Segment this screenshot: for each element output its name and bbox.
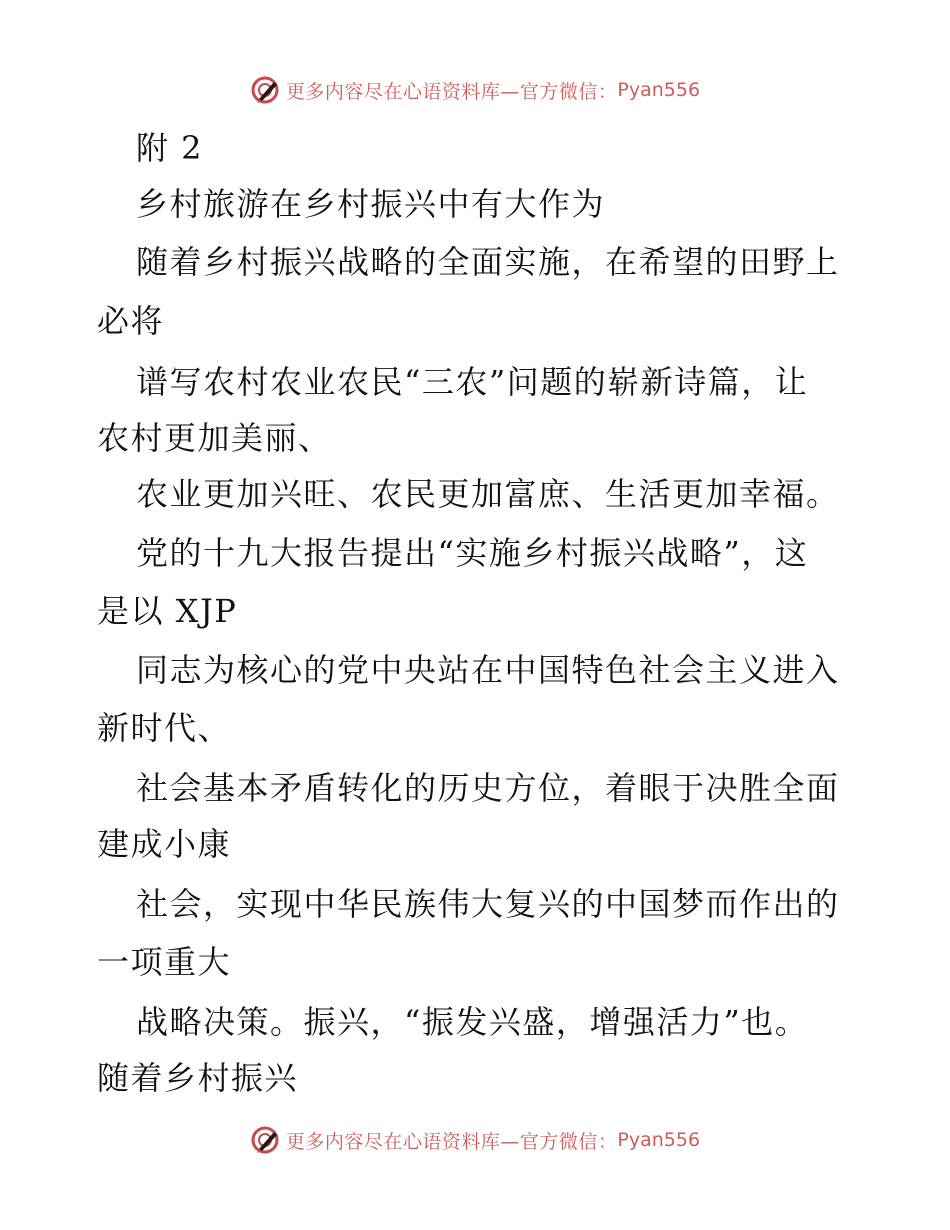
paragraph-line: 党的十九大报告提出“实施乡村振兴战略”，这 (136, 534, 809, 572)
paragraph-line: 社会，实现中华民族伟大复兴的中国梦而作出的 (136, 885, 840, 923)
banner-wechat-id: Pyan556 (617, 79, 701, 101)
paragraph-line: 农村更加美丽、 (97, 419, 332, 457)
banner-wechat-id: Pyan556 (617, 1129, 701, 1151)
paragraph-line: 必将 (97, 302, 165, 340)
paragraph-line: 同志为核心的党中央站在中国特色社会主义进入 (136, 651, 840, 689)
attachment-label: 附 2 (136, 129, 204, 167)
pen-logo-icon (250, 1125, 280, 1155)
paragraph-line: 新时代、 (97, 709, 232, 747)
paragraph-line: 一项重大 (97, 943, 232, 981)
paragraph-line: 建成小康 (97, 825, 232, 863)
paragraph-line: 随着乡村振兴 (97, 1059, 299, 1097)
paragraph-line: 谱写农村农业农民“三农”问题的崭新诗篇，让 (136, 363, 809, 401)
paragraph-line: 社会基本矛盾转化的历史方位，着眼于决胜全面 (136, 769, 840, 807)
banner-text: 更多内容尽在心语资料库—官方微信： (285, 1130, 618, 1153)
paragraph-line: 是以 XJP (97, 592, 238, 630)
pen-logo-icon (250, 75, 280, 105)
header-banner (0, 72, 950, 108)
banner-text: 更多内容尽在心语资料库—官方微信： (285, 80, 618, 103)
paragraph-line: 农业更加兴旺、农民更加富庶、生活更加幸福。 (136, 475, 840, 513)
paragraph-line: 战略决策。振兴，“振发兴盛，增强活力”也。 (136, 1003, 809, 1041)
document-title: 乡村旅游在乡村振兴中有大作为 (136, 185, 606, 223)
paragraph-line: 随着乡村振兴战略的全面实施，在希望的田野上 (136, 243, 840, 281)
footer-banner (0, 1122, 950, 1158)
